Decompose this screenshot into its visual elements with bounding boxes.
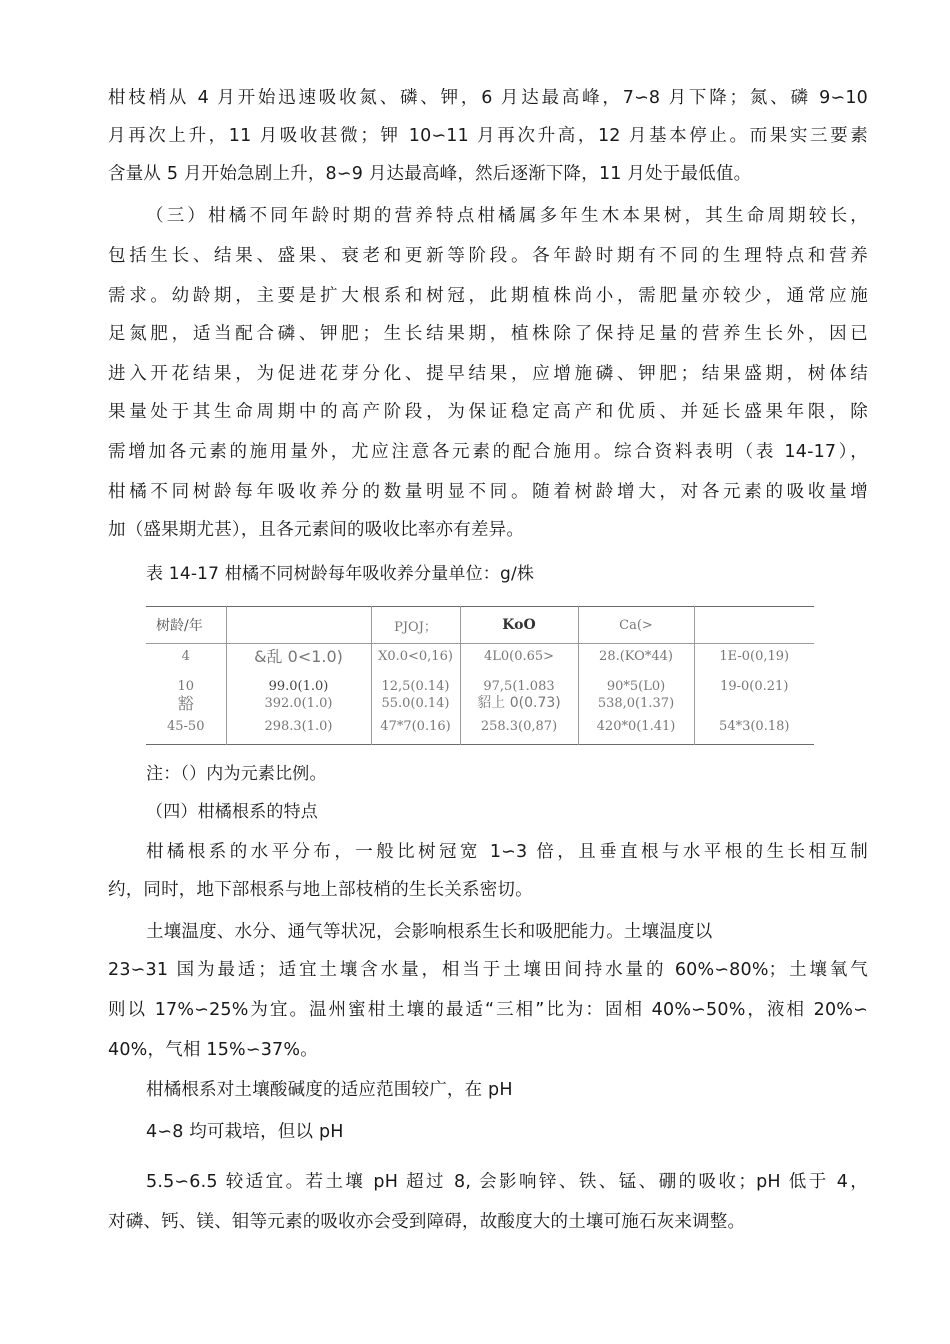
- cell-ca: [578, 674, 694, 716]
- cell-k: 258.3(0,87): [460, 716, 578, 745]
- table-caption: 表 14-17 柑橘不同树龄每年吸收养分量单位：g/株: [146, 564, 535, 584]
- paragraph-line: 需增加各元素的施用量外，尤应注意各元素的配合施用。综合资料表明（表 14-17），: [108, 442, 868, 462]
- cell-ca: 420*0(1.41): [578, 716, 694, 745]
- table-row: [146, 674, 814, 716]
- paragraph-line: 柑橘根系对土壤酸碱度的适应范围较广，在 pH: [146, 1080, 513, 1100]
- cell-text: 90*5(L0): [606, 679, 666, 694]
- paragraph-line: 则以 17%∽25%为宜。温州蜜柑土壤的最适“三相”比为：固相 40%∽50%，液相 20%∽: [108, 1000, 868, 1020]
- cell-text: 10: [177, 679, 195, 694]
- table-note: 注：（）内为元素比例。: [146, 764, 327, 784]
- header-tree-age: 树龄/年: [156, 618, 203, 634]
- paragraph-line: 4∽8 均可栽培，但以 pH: [146, 1122, 344, 1142]
- cell-text: 55.0(0.14): [381, 696, 450, 711]
- cell-n: 298.3(1.0): [226, 716, 371, 745]
- paragraph-line: 土壤温度、水分、通气等状况，会影响根系生长和吸肥能力。土壤温度以: [146, 922, 713, 942]
- cell-p: X0.0<0,16): [371, 644, 460, 675]
- paragraph-line: 40%，气相 15%∽37%。: [108, 1040, 318, 1060]
- cell-mg: 1E-0(0,19): [694, 644, 814, 675]
- paragraph-line: 进入开花结果，为促进花芽分化、提早结果，应增施磷、钾肥；结果盛期，树体结: [108, 364, 868, 384]
- cell-age: 4: [181, 649, 190, 664]
- cell-text: 538,0(1.37): [597, 696, 675, 711]
- paragraph-line: 对磷、钙、镁、钼等元素的吸收亦会受到障碍，故酸度大的土壤可施石灰来调整。: [108, 1212, 746, 1232]
- section-heading: （四）柑橘根系的特点: [146, 802, 318, 822]
- paragraph-line: 柑橘根系的水平分布，一般比树冠宽 1∽3 倍，且垂直根与水平根的生长相互制: [146, 842, 868, 862]
- cell-mg: 54*3(0.18): [694, 716, 814, 745]
- cell-k: 4L0(0.65>: [460, 644, 578, 675]
- paragraph-line: 月再次上升，11 月吸收甚微；钾 10∽11 月再次升高，12 月基本停止。而果实三要素: [108, 126, 868, 146]
- cell-p: 47*7(0.16): [371, 716, 460, 745]
- paragraph-line: 约，同时，地下部根系与地上部枝梢的生长关系密切。: [108, 880, 533, 900]
- table-row: [146, 716, 814, 745]
- nutrient-table: [146, 606, 814, 745]
- header-cao: Ca(>: [578, 607, 694, 644]
- cell-p: [371, 674, 460, 716]
- cell-n: [226, 644, 371, 675]
- cell-text: 99.0(1.0): [268, 679, 329, 694]
- paragraph-line: 柑枝梢从 4 月开始迅速吸收氮、磷、钾，6 月达最高峰，7∽8 月下降；氮、磷 9∽10: [108, 88, 868, 108]
- paragraph-line: 包括生长、结果、盛果、衰老和更新等阶段。各年龄时期有不同的生理特点和营养: [108, 246, 868, 266]
- cell-k: [460, 674, 578, 716]
- cell-age: 45-50: [167, 719, 205, 734]
- section-heading-line: （三）柑橘不同年龄时期的营养特点柑橘属多年生木本果树，其生命周期较长，: [146, 206, 868, 226]
- cell-n: [226, 674, 371, 716]
- table-header-row: [146, 607, 814, 644]
- paragraph-line: 果量处于其生命周期中的高产阶段，为保证稳定高产和优质、并延长盛果年限，除: [108, 402, 868, 422]
- paragraph-line: 5.5∽6.5 较适宜。若土壤 pH 超过 8, 会影响锌、铁、锰、硼的吸收；pH 低于 4，: [146, 1172, 868, 1192]
- cell-text: 392.0(1.0): [264, 696, 333, 711]
- paragraph-line: 含量从 5 月开始急剧上升，8∽9 月达最高峰，然后逐渐下降，11 月处于最低值。: [108, 164, 752, 184]
- cell-mg: 19-0(0.21): [694, 674, 814, 716]
- cell-text: 貂上 0(0.73): [477, 695, 561, 711]
- paragraph-line: 柑橘不同树龄每年吸收养分的数量明显不同。随着树龄增大，对各元素的吸收量增: [108, 482, 868, 502]
- header-k2o: KoO: [460, 607, 578, 644]
- table-row: [146, 644, 814, 675]
- cell-text: &乱 0<1.0): [254, 647, 343, 666]
- paragraph-line: 23∽31 国为最适；适宜土壤含水量，相当于土壤田间持水量的 60%∽80%；土壤氧气: [108, 960, 868, 980]
- cell-ca: 28.(KO*44): [578, 644, 694, 675]
- cell-text: 豁: [177, 694, 194, 713]
- header-mgo: [694, 607, 814, 644]
- cell-text: 12,5(0.14): [381, 679, 450, 694]
- paragraph-line: 需求。幼龄期，主要是扩大根系和树冠，此期植株尚小，需肥量亦较少，通常应施: [108, 286, 868, 306]
- paragraph-line: 加（盛果期尤甚），且各元素间的吸收比率亦有差异。: [108, 520, 525, 540]
- header-p2o5: PJOJ；: [371, 607, 460, 644]
- cell-text: 97,5(1.083: [483, 679, 555, 694]
- header-n: [226, 607, 371, 644]
- cell-age: [146, 674, 226, 716]
- paragraph-line: 足氮肥，适当配合磷、钾肥；生长结果期，植株除了保持足量的营养生长外，因已: [108, 324, 868, 344]
